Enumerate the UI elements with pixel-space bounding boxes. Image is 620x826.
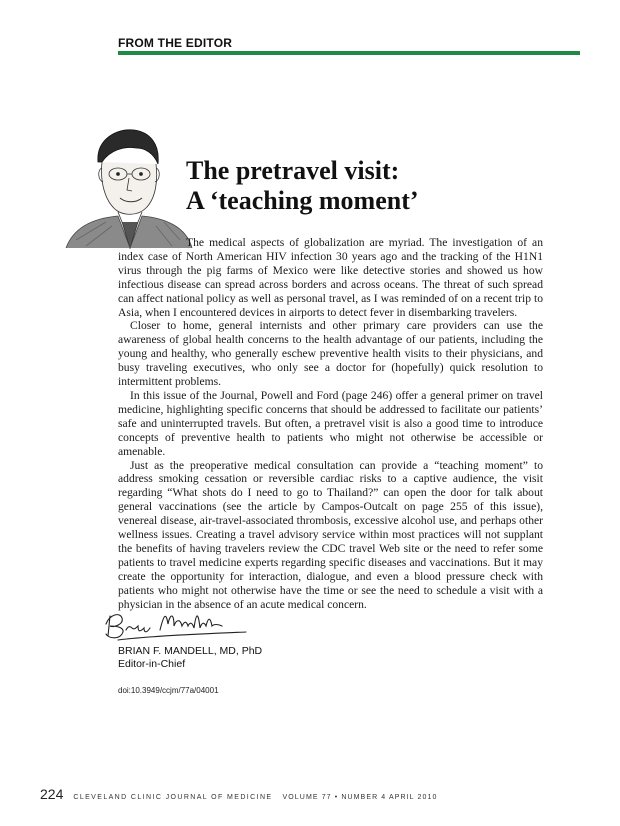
body-paragraph: In this issue of the Journal, Powell and Ford (page 246) offer a general primer on travel medicine, highlighting specific concerns that should be addressed to facilitate our patients’ safe and uninterrupted travels. But often, a pretravel visit is also a good time to introduce concepts of preventive health to patients who might not otherwise be accessible or amenable. xyxy=(118,388,543,458)
article-title-line-2: A ‘teaching moment’ xyxy=(186,186,419,215)
editor-signature xyxy=(100,604,260,648)
article-title xyxy=(186,156,419,216)
editor-portrait-illustration xyxy=(46,118,196,250)
author-byline xyxy=(118,645,262,671)
article-body xyxy=(118,236,543,611)
section-rule xyxy=(118,51,580,55)
footer-journal-name: CLEVELAND CLINIC JOURNAL OF MEDICINE xyxy=(73,794,273,801)
body-paragraph: Closer to home, general internists and other primary care providers can use the awareness of global health concerns to the health advantage of our patients, including the young and healthy, who generally eschew preventive health visits to their physicians, and busy traveling executives, who only see a doctor for (hopefully) quick resolution to intermittent problems. xyxy=(118,319,543,389)
doi-reference: doi:10.3949/ccjm/77a/04001 xyxy=(118,686,219,695)
author-name: BRIAN F. MANDELL, MD, PhD xyxy=(118,645,263,657)
page-number: 224 xyxy=(40,786,64,802)
section-label: FROM THE EDITOR xyxy=(118,36,233,50)
page-footer xyxy=(40,786,437,802)
body-paragraph: The medical aspects of globalization are myriad. The investigation of an index case of North American HIV infection 30 years ago and the tracking of the H1N1 virus through the pig farms of Mexico were like detective stories and showed us how infectious disease can spread across borders and across oceans. The threat of such spread can affect national policy as well as personal travel, as I was reminded of on a recent trip to Asia, when I encountered devices in airports to detect fever in disembarking travelers. xyxy=(118,236,543,319)
footer-issue-info: VOLUME 77 • NUMBER 4 APRIL 2010 xyxy=(282,794,438,801)
article-title-line-1: The pretravel visit: xyxy=(186,156,400,185)
author-title: Editor-in-Chief xyxy=(118,658,186,670)
body-paragraph: Just as the preoperative medical consultation can provide a “teaching moment” to address smoking cessation or reversible cardiac risks to a captive audience, the visit regarding “What shots do I need to go to Thailand?” can open the door for talk about general vaccinations (see the article by Campos-Outcalt on page 255 of this issue), venereal disease, air-travel-associated thrombosis, excessive alcohol use, and perhaps other wellness issues. Creating a travel advisory service within most practices will not supplant the benefits of having travelers review the CDC travel Web site or the need to refer some patients to travel medicine experts regarding specific diseases and vaccinations. But it may create the opportunity for interaction, dialogue, and even a blood pressure check with patients who might not otherwise have the time or see the need to schedule a visit with a physician in the absence of an acute medical concern. xyxy=(118,458,543,611)
